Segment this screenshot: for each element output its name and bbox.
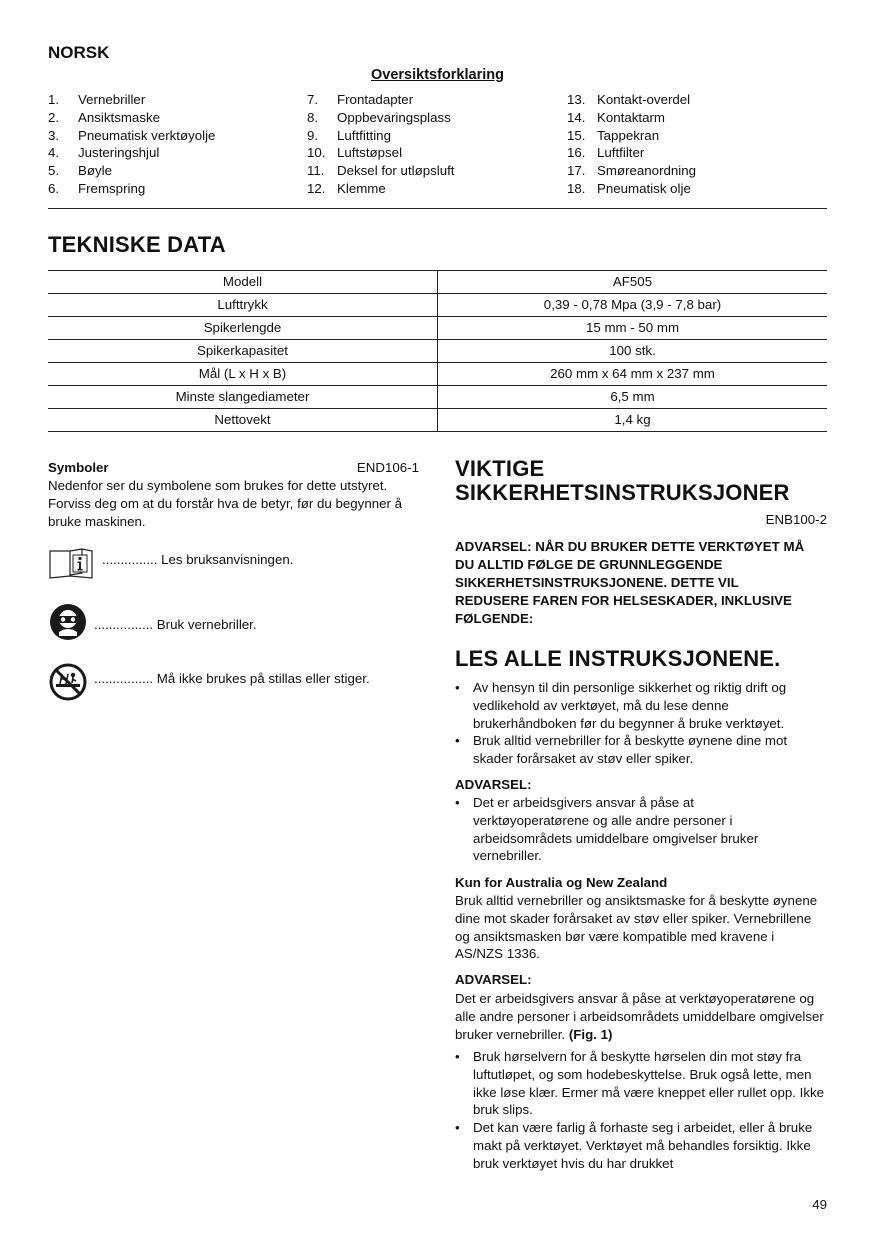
read-all-heading: LES ALLE INSTRUKSJONENE. — [455, 646, 781, 671]
item-number: 2. — [48, 109, 60, 125]
list-item — [307, 180, 557, 198]
item-label: Kontakt-overdel — [597, 92, 691, 107]
list-item: • Det kan være farlig å forhaste seg i arbeidet, eller å bruke makt på verktøyet. Verktøyet må behandles forsiktig. Ikke bruk verktøyet hvis du har drukket — [455, 1119, 827, 1172]
specs-table — [48, 270, 827, 432]
warning-1-title: ADVARSEL: — [455, 777, 532, 792]
warning-2-text: Det er arbeidsgivers ansvar å påse at verktøyoperatørene og alle andre personer i arbeidsområdets umiddelbare omgivelser bruker vernebriller. — [455, 991, 824, 1042]
overview-column-1 — [48, 91, 298, 198]
item-label: Tappekran — [597, 127, 660, 143]
symbol-row-no-ladder — [48, 662, 370, 707]
list-item: • Det er arbeidsgivers ansvar å påse at verktøyoperatørene og alle andre personer i arbeidsområdets umiddelbare omgivelser bruker vernebriller. — [455, 794, 805, 865]
safety-title — [455, 457, 830, 505]
list-item — [48, 162, 298, 180]
spec-label: Modell — [48, 271, 438, 294]
list-item — [567, 127, 817, 145]
symbol-label: ................ Bruk vernebriller. — [94, 616, 257, 632]
australia-text: Bruk alltid vernebriller og ansiktsmaske for å beskytte øynene dine mot skader forårsaket av støv eller spiker. Vernebrillene og ansiktsmasken bør være kompatible med kravene i AS/NZS 1336. — [455, 893, 818, 962]
item-number: 14. — [567, 109, 586, 125]
item-number: 16. — [567, 145, 586, 161]
table-row — [48, 409, 827, 432]
bullet-list-3 — [455, 1048, 827, 1173]
safety-goggles-icon — [48, 602, 88, 647]
item-number: 6. — [48, 180, 60, 196]
item-label: Luftfitting — [337, 127, 391, 143]
bullet-text: Bruk hørselvern for å beskytte hørselen din mot støy fra luftutløpet, og som hodebeskyttelse. Bruk også lette, men ikke løse klær. Ermer må være kneppet eller rullet opp. Ikke bruk slips. — [473, 1049, 825, 1118]
list-item — [567, 162, 817, 180]
list-item — [48, 127, 298, 145]
item-label: Frontadapter — [337, 92, 414, 107]
spec-label: Spikerkapasitet — [48, 340, 438, 363]
item-number: 8. — [307, 109, 319, 125]
item-label: Luftfilter — [597, 145, 645, 161]
item-label: Kontaktarm — [597, 109, 665, 125]
section-divider — [48, 208, 827, 209]
item-label: Vernebriller — [78, 92, 146, 107]
item-label: Smøreanordning — [597, 163, 697, 179]
item-label: Klemme — [337, 180, 386, 196]
list-item — [307, 91, 557, 109]
item-label: Luftstøpsel — [337, 145, 403, 161]
list-item — [307, 127, 557, 145]
list-item — [307, 162, 557, 180]
list-item — [567, 109, 817, 127]
item-label: Fremspring — [78, 180, 146, 196]
item-label: Oppbevaringsplass — [337, 109, 451, 125]
warning-2-title: ADVARSEL: — [455, 972, 532, 987]
bullet-list-1 — [455, 679, 820, 768]
list-item — [307, 109, 557, 127]
list-item — [567, 180, 817, 198]
list-item — [48, 91, 298, 109]
list-item — [567, 144, 817, 162]
bullet-text: Bruk alltid vernebriller for å beskytte øynene dine mot skader forårsaket av støv eller spiker. — [473, 733, 788, 767]
list-item: • Bruk alltid vernebriller for å beskytte øynene dine mot skader forårsaket av støv eller spiker. — [455, 732, 820, 768]
list-item: • Bruk hørselvern for å beskytte hørselen din mot støy fra luftutløpet, og som hodebeskyttelse. Bruk også lette, men ikke løse klær. Ermer må være kneppet eller rullet opp. Ikke bruk slips. — [455, 1048, 827, 1119]
bullet-text: Det er arbeidsgivers ansvar å påse at verktøyoperatørene og alle andre personer i arbeidsområdets umiddelbare omgivelser bruker vernebriller. — [473, 795, 759, 864]
item-number: 11. — [307, 163, 325, 179]
list-item — [48, 109, 298, 127]
symbols-code: END106-1 — [356, 460, 419, 475]
spec-value: 100 stk. — [438, 340, 828, 363]
item-number: 12. — [307, 180, 326, 196]
symbol-row-goggles — [48, 602, 257, 647]
safety-title-line-1: VIKTIGE — [455, 456, 545, 481]
list-item — [48, 144, 298, 162]
australia-title: Kun for Australia og New Zealand — [455, 875, 668, 890]
list-item — [307, 144, 557, 162]
item-number: 18. — [567, 180, 586, 196]
table-row — [48, 294, 827, 317]
spec-label: Lufttrykk — [48, 294, 438, 317]
overview-column-2 — [307, 91, 557, 198]
symbols-title: Symboler — [48, 460, 109, 475]
spec-value: 0,39 - 0,78 Mpa (3,9 - 7,8 bar) — [438, 294, 828, 317]
item-number: 7. — [307, 92, 319, 107]
item-number: 13. — [567, 92, 586, 107]
item-label: Justeringshjul — [78, 145, 160, 161]
bullet-text: Av hensyn til din personlige sikkerhet og riktig drift og vedlikehold av verktøyet, må du lese denne brukerhåndboken før du begynner å bruke verktøyet. — [473, 680, 787, 731]
bullet-text: Det kan være farlig å forhaste seg i arbeidet, eller å bruke makt på verktøyet. Verktøyet må behandles forsiktig. Ikke bruk verktøyet hvis du har drukket — [473, 1120, 813, 1171]
spec-value: 260 mm x 64 mm x 237 mm — [438, 363, 828, 386]
item-number: 15. — [567, 127, 586, 143]
bullet-list-2 — [455, 794, 805, 865]
spec-value: 6,5 mm — [438, 386, 828, 409]
list-item — [48, 180, 298, 198]
item-number: 9. — [307, 127, 319, 143]
list-item: • Av hensyn til din personlige sikkerhet og riktig drift og vedlikehold av verktøyet, må du lese denne brukerhåndboken før du begynner å bruke verktøyet. — [455, 679, 820, 732]
table-row — [48, 340, 827, 363]
item-label: Deksel for utløpsluft — [337, 163, 455, 179]
spec-value: 1,4 kg — [438, 409, 828, 432]
read-manual-icon — [48, 545, 94, 586]
specs-title: TEKNISKE DATA — [48, 232, 226, 257]
table-row — [48, 363, 827, 386]
spec-label: Spikerlengde — [48, 317, 438, 340]
list-item — [567, 91, 817, 109]
page-number: 49 — [812, 1197, 827, 1212]
table-row — [48, 271, 827, 294]
table-row — [48, 386, 827, 409]
item-number: 5. — [48, 163, 60, 179]
no-scaffold-ladder-icon — [48, 662, 88, 707]
item-label: Bøyle — [78, 163, 112, 179]
item-label: Pneumatisk verktøyolje — [78, 127, 216, 143]
item-label: Ansiktsmaske — [78, 109, 161, 125]
spec-label: Minste slangediameter — [48, 386, 438, 409]
item-label: Pneumatisk olje — [597, 180, 691, 196]
safety-title-line-2: SIKKERHETSINSTRUKSJONER — [455, 480, 790, 505]
item-number: 4. — [48, 145, 60, 161]
safety-code: ENB100-2 — [765, 512, 827, 527]
table-row — [48, 317, 827, 340]
overview-title: Oversiktsforklaring — [371, 67, 504, 83]
symbols-intro: Nedenfor ser du symbolene som brukes for dette utstyret. Forviss deg om at du forstår hva de betyr, før du begynner å bruke maskinen. — [48, 478, 403, 529]
warning-2-paragraph — [455, 990, 827, 1043]
symbol-label: ............... Les bruksanvisningen. — [102, 551, 294, 567]
symbol-label: ................ Må ikke brukes på stillas eller stiger. — [94, 670, 370, 686]
item-number: 3. — [48, 127, 60, 143]
spec-label: Nettovekt — [48, 409, 438, 432]
spec-value: AF505 — [438, 271, 828, 294]
overview-column-3 — [567, 91, 817, 198]
spec-label: Mål (L x H x B) — [48, 363, 438, 386]
safety-warning: ADVARSEL: NÅR DU BRUKER DETTE VERKTØYET MÅ DU ALLTID FØLGE DE GRUNNLEGGENDE SIKKERHETSINSTRUKSJONENE. DETTE VIL REDUSERE FAREN FOR HELSESKADER, INKLUSIVE FØLGENDE: — [455, 539, 805, 626]
symbol-row-manual — [48, 545, 293, 586]
language-heading: NORSK — [48, 43, 110, 62]
item-number: 1. — [48, 92, 60, 107]
item-number: 10. — [307, 145, 326, 161]
figure-reference: (Fig. 1) — [568, 1026, 613, 1042]
item-number: 17. — [567, 163, 586, 179]
spec-value: 15 mm - 50 mm — [438, 317, 828, 340]
